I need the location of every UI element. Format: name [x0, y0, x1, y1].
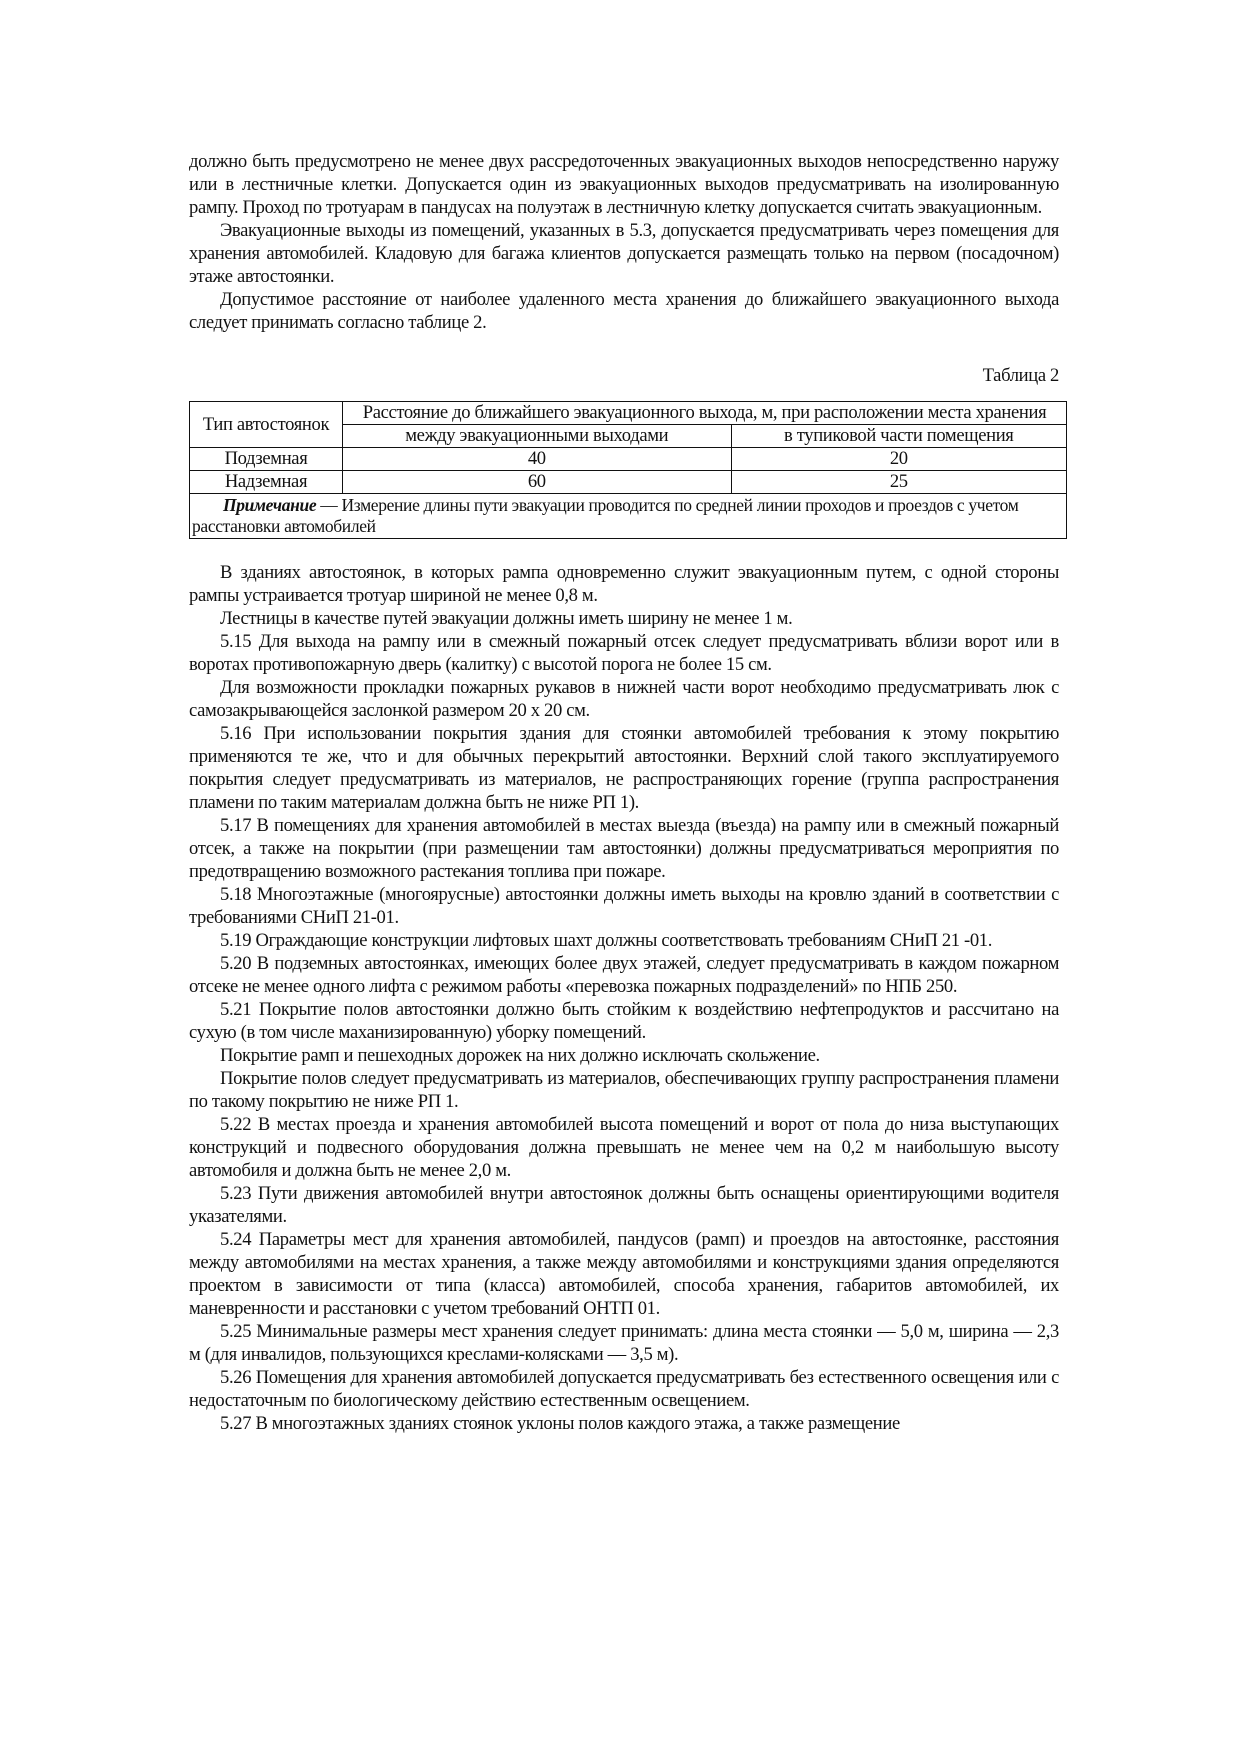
- table-row: [190, 448, 1067, 471]
- header-distance: Расстояние до ближайшего эвакуационного выхода, м, при расположении места хранения: [343, 402, 1067, 425]
- paragraph: 5.24 Параметры мест для хранения автомобилей, пандусов (рамп) и проездов на автостоянке, расстояния между автомобилями на местах хранения, а также между автомобилями и конструкциями здания определяются проектом в зависимости от типа (класса) автомобилей, способа хранения, габаритов автомобилей, их маневренности и расстановки с учетом требований ОНТП 01.: [189, 1229, 1059, 1319]
- table-row: [190, 471, 1067, 494]
- paragraph: Допустимое расстояние от наиболее удаленного места хранения до ближайшего эвакуационного выхода следует принимать согласно таблице 2.: [189, 289, 1059, 333]
- body-section: [189, 561, 1059, 1435]
- paragraph: 5.19 Ограждающие конструкции лифтовых шахт должны соответствовать требованиям СНиП 21 -01.: [220, 930, 993, 951]
- paragraph: 5.25 Минимальные размеры мест хранения следует принимать: длина места стоянки — 5,0 м, ширина — 2,3 м (для инвалидов, пользующихся креслами-колясками — 3,5 м).: [189, 1321, 1059, 1365]
- paragraph: 5.15 Для выхода на рампу или в смежный пожарный отсек следует предусматривать вблизи ворот или в воротах противопожарную дверь (калитку) с высотой порога не более 15 см.: [189, 631, 1059, 675]
- header-parking-type: Тип автостоянок: [190, 402, 343, 448]
- paragraph: Для возможности прокладки пожарных рукавов в нижней части ворот необходимо предусматривать люк с самозакрывающейся заслонкой размером 20 х 20 см.: [189, 677, 1059, 721]
- paragraph: должно быть предусмотрено не менее двух рассредоточенных эвакуационных выходов непосредственно наружу или в лестничные клетки. Допускается один из эвакуационных выходов предусматривать на изолированную рампу. Проход по тротуарам в пандусах на полуэтаж в лестничную клетку допускается считать эвакуационным.: [189, 151, 1059, 218]
- note-label: Примечание: [223, 495, 317, 515]
- paragraph: 5.21 Покрытие полов автостоянки должно быть стойким к воздействию нефтепродуктов и рассчитано на сухую (в том числе маханизированную) уборку помещений.: [189, 999, 1059, 1043]
- paragraph: Покрытие полов следует предусматривать из материалов, обеспечивающих группу распространения пламени по такому покрытию не ниже РП 1.: [189, 1068, 1059, 1112]
- evacuation-distance-table: [189, 401, 1067, 539]
- document-page: [189, 150, 1059, 1435]
- paragraph: 5.20 В подземных автостоянках, имеющих более двух этажей, следует предусматривать в каждом пожарном отсеке не менее одного лифта с режимом работы «перевозка пожарных подразделений» по НПБ 250.: [189, 953, 1059, 997]
- paragraph: 5.18 Многоэтажные (многоярусные) автостоянки должны иметь выходы на кровлю зданий в соответствии с требованиями СНиП 21-01.: [189, 884, 1059, 928]
- note-text: — Измерение длины пути эвакуации проводится по средней линии проходов и проездов с учетом расстановки автомобилей: [192, 495, 1019, 536]
- paragraph: Покрытие рамп и пешеходных дорожек на них должно исключать скольжение.: [220, 1045, 820, 1066]
- table-caption: Таблица 2: [982, 365, 1059, 386]
- paragraph: Лестницы в качестве путей эвакуации должны иметь ширину не менее 1 м.: [220, 608, 793, 629]
- intro-section: [189, 150, 1059, 334]
- table-note-row: [190, 494, 1067, 539]
- paragraph: 5.16 При использовании покрытия здания для стоянки автомобилей требования к этому покрытию применяются те же, что и для обычных перекрытий автостоянки. Верхний слой такого эксплуатируемого покрытия следует предусматривать из материалов, не распространяющих горение (группа распространения пламени по таким материалам должна быть не ниже РП 1).: [189, 723, 1059, 813]
- cell-type: Надземная: [190, 471, 343, 494]
- cell-deadend: 20: [731, 448, 1066, 471]
- table-header-row: [190, 402, 1067, 425]
- cell-deadend: 25: [731, 471, 1066, 494]
- table-note: [190, 494, 1067, 539]
- paragraph: 5.26 Помещения для хранения автомобилей допускается предусматривать без естественного освещения или с недостаточным по биологическому действию естественным освещением.: [189, 1367, 1059, 1411]
- cell-type: Подземная: [190, 448, 343, 471]
- cell-between: 60: [343, 471, 732, 494]
- paragraph: 5.17 В помещениях для хранения автомобилей в местах выезда (въезда) на рампу или в смежный пожарный отсек, а также на покрытии (при размещении там автостоянки) должны предусматриваться мероприятия по предотвращению возможного растекания топлива при пожаре.: [189, 815, 1059, 882]
- paragraph: Эвакуационные выходы из помещений, указанных в 5.3, допускается предусматривать через помещения для хранения автомобилей. Кладовую для багажа клиентов допускается размещать только на первом (посадочном) этаже автостоянки.: [189, 220, 1059, 287]
- subheader-dead-end: в тупиковой части помещения: [731, 425, 1066, 448]
- subheader-between-exits: между эвакуационными выходами: [343, 425, 732, 448]
- paragraph: 5.27 В многоэтажных зданиях стоянок уклоны полов каждого этажа, а также размещение: [220, 1413, 900, 1434]
- paragraph: В зданиях автостоянок, в которых рампа одновременно служит эвакуационным путем, с одной стороны рампы устраивается тротуар шириной не менее 0,8 м.: [189, 562, 1059, 606]
- paragraph: 5.23 Пути движения автомобилей внутри автостоянок должны быть оснащены ориентирующими водителя указателями.: [189, 1183, 1059, 1227]
- paragraph: 5.22 В местах проезда и хранения автомобилей высота помещений и ворот от пола до низа выступающих конструкций и подвесного оборудования должна превышать не менее чем на 0,2 м наибольшую высоту автомобиля и должна быть не менее 2,0 м.: [189, 1114, 1059, 1181]
- cell-between: 40: [343, 448, 732, 471]
